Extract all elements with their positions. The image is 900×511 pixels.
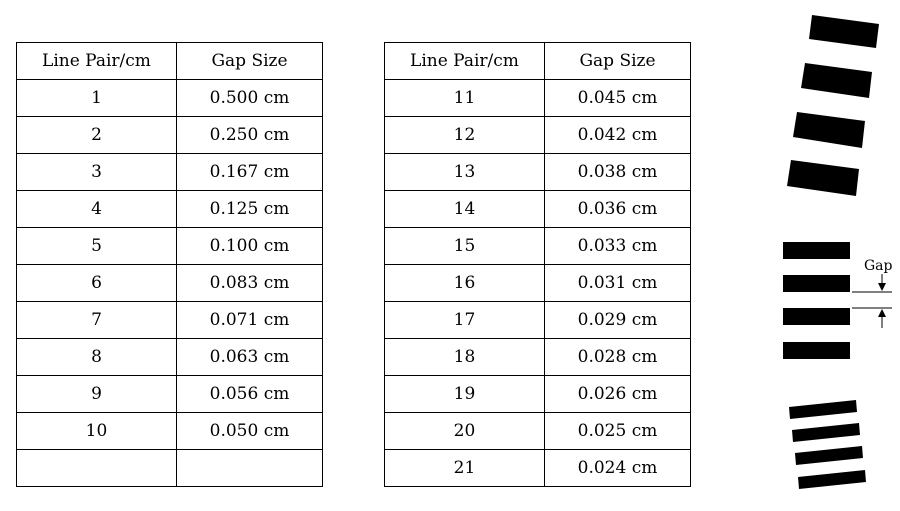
line-pair-cell: 20 (385, 413, 545, 450)
gap-size-cell: 0.100 cm (177, 228, 323, 265)
table-row (385, 339, 691, 376)
gap-size-cell: 0.250 cm (177, 117, 323, 154)
bar (783, 308, 850, 325)
line-pair-cell: 12 (385, 117, 545, 154)
line-pair-cell: 17 (385, 302, 545, 339)
table-row (17, 376, 323, 413)
bar (793, 112, 865, 148)
line-pair-cell: 10 (17, 413, 177, 450)
line-pair-cell: 13 (385, 154, 545, 191)
header-line-pair: Line Pair/cm (17, 43, 177, 80)
gap-size-cell (177, 450, 323, 487)
gap-size-cell: 0.042 cm (545, 117, 691, 154)
table-header-row (17, 43, 323, 80)
gap-size-cell: 0.031 cm (545, 265, 691, 302)
table-row (385, 80, 691, 117)
line-pair-cell: 14 (385, 191, 545, 228)
line-pair-cell: 6 (17, 265, 177, 302)
table-row (17, 117, 323, 154)
line-pair-diagram (770, 0, 900, 511)
gap-size-cell: 0.036 cm (545, 191, 691, 228)
gap-size-cell: 0.071 cm (177, 302, 323, 339)
table-row (385, 154, 691, 191)
gap-size-cell: 0.050 cm (177, 413, 323, 450)
line-pair-cell: 3 (17, 154, 177, 191)
gap-arrow-down (878, 283, 886, 291)
table-row (17, 228, 323, 265)
gap-size-cell: 0.500 cm (177, 80, 323, 117)
table-row (17, 413, 323, 450)
bar (783, 342, 850, 359)
gap-size-cell: 0.038 cm (545, 154, 691, 191)
line-pair-cell: 8 (17, 339, 177, 376)
table-row (17, 339, 323, 376)
line-pair-cell: 2 (17, 117, 177, 154)
gap-size-cell: 0.056 cm (177, 376, 323, 413)
gap-size-cell: 0.029 cm (545, 302, 691, 339)
bar (809, 15, 879, 48)
header-gap-size: Gap Size (545, 43, 691, 80)
line-pair-cell: 19 (385, 376, 545, 413)
gap-size-cell: 0.024 cm (545, 450, 691, 487)
table-row (17, 450, 323, 487)
table-row (17, 191, 323, 228)
gap-size-cell: 0.083 cm (177, 265, 323, 302)
table-row (385, 191, 691, 228)
bar-group-gap-example (783, 242, 893, 359)
bar (798, 470, 866, 489)
line-pair-table-right (384, 42, 691, 487)
table-row (385, 450, 691, 487)
line-pair-cell: 21 (385, 450, 545, 487)
line-pair-cell: 18 (385, 339, 545, 376)
header-line-pair: Line Pair/cm (385, 43, 545, 80)
line-pair-cell: 9 (17, 376, 177, 413)
bar (789, 400, 857, 419)
line-pair-cell: 4 (17, 191, 177, 228)
table-row (17, 265, 323, 302)
bar (787, 160, 859, 196)
bar (783, 275, 850, 292)
gap-size-cell: 0.025 cm (545, 413, 691, 450)
table-row (385, 302, 691, 339)
gap-arrow-up (878, 309, 886, 317)
bar (795, 446, 863, 465)
gap-size-cell: 0.063 cm (177, 339, 323, 376)
line-pair-cell: 1 (17, 80, 177, 117)
bar (783, 242, 850, 259)
gap-size-cell: 0.167 cm (177, 154, 323, 191)
table-header-row (385, 43, 691, 80)
line-pair-cell (17, 450, 177, 487)
table-row (17, 80, 323, 117)
table-row (385, 117, 691, 154)
bar (801, 63, 872, 98)
gap-size-cell: 0.028 cm (545, 339, 691, 376)
bar-group-coarse (787, 15, 879, 196)
line-pair-cell: 16 (385, 265, 545, 302)
gap-size-cell: 0.026 cm (545, 376, 691, 413)
gap-size-cell: 0.033 cm (545, 228, 691, 265)
bar (792, 423, 860, 442)
line-pair-table-left (16, 42, 323, 487)
gap-label: Gap (864, 258, 893, 274)
line-pair-cell: 11 (385, 80, 545, 117)
table-row (385, 413, 691, 450)
header-gap-size: Gap Size (177, 43, 323, 80)
line-pair-cell: 7 (17, 302, 177, 339)
table-row (17, 302, 323, 339)
gap-size-cell: 0.125 cm (177, 191, 323, 228)
gap-size-cell: 0.045 cm (545, 80, 691, 117)
line-pair-cell: 15 (385, 228, 545, 265)
bar-group-fine (789, 400, 866, 489)
table-row (385, 376, 691, 413)
table-row (385, 228, 691, 265)
table-row (385, 265, 691, 302)
table-row (17, 154, 323, 191)
line-pair-cell: 5 (17, 228, 177, 265)
